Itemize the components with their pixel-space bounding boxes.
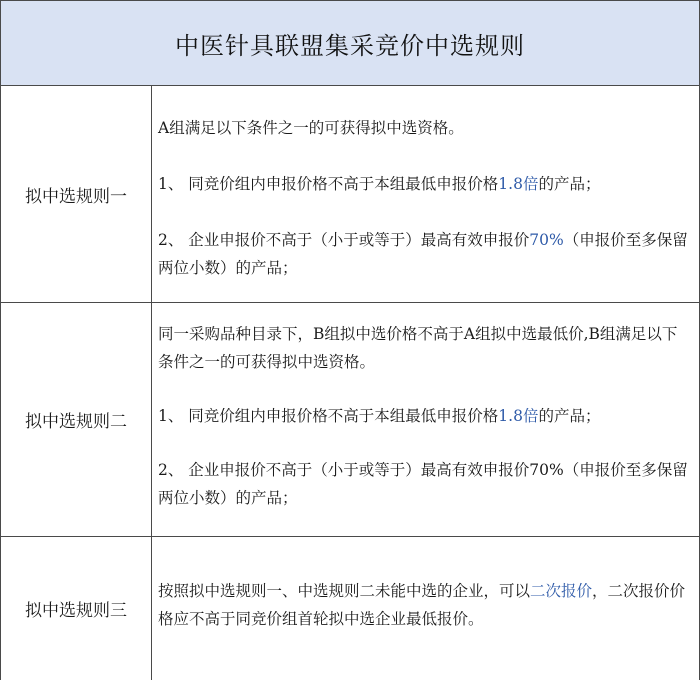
rule-1-condition-1 [158, 170, 691, 198]
rule-2-label: 拟中选规则二 [1, 303, 152, 536]
rule-1-condition-2-text: 2、 企业申报价不高于（小于或等于）最高有效申报价 [158, 231, 530, 249]
rule-1-condition-1-suffix: 的产品； [538, 175, 601, 193]
rule-2-condition-1 [158, 402, 691, 430]
table-row-rule-2 [0, 303, 700, 537]
rule-1-condition-2-suffix: （申报价至多保留两位小数）的产品； [158, 231, 688, 277]
rule-1-condition-2 [158, 226, 691, 282]
rule-3-text-suffix: ，二次报价价格应不高于同竞价组首轮拟中选企业最低报价。 [158, 582, 686, 628]
rule-1-condition-2-highlight: 70% [529, 231, 564, 249]
table-row-rule-3 [0, 537, 700, 680]
rule-1-content [152, 86, 699, 302]
rule-1-condition-1-text: 1、 同竞价组内申报价格不高于本组最低申报价格 [158, 175, 499, 193]
rule-2-intro: 同一采购品种目录下，B组拟中选价格不高于A组拟中选最低价,B组满足以下条件之一的可获得拟中选资格。 [158, 325, 678, 371]
rule-2-condition-1-text: 1、 同竞价组内申报价格不高于本组最低申报价格 [158, 407, 499, 425]
rule-2-condition-2: 2、 企业申报价不高于（小于或等于）最高有效申报价70%（申报价至多保留两位小数）的产品； [158, 461, 688, 507]
table-header [0, 0, 700, 86]
rule-2-content [152, 303, 699, 536]
rule-3-text [158, 577, 691, 633]
rule-2-condition-1-highlight: 1.8倍 [498, 407, 539, 425]
rule-3-highlight: 二次报价 [530, 582, 593, 600]
rule-3-content [152, 537, 699, 680]
table-row-rule-1 [0, 86, 700, 303]
rule-3-text-prefix: 按照拟中选规则一、中选规则二未能中选的企业，可以 [158, 582, 531, 600]
page-title: 中医针具联盟集采竞价中选规则 [175, 31, 525, 60]
rule-1-intro: A组满足以下条件之一的可获得拟中选资格。 [158, 119, 464, 137]
rule-1-label: 拟中选规则一 [1, 86, 152, 302]
rule-2-condition-1-suffix: 的产品； [538, 407, 601, 425]
rule-3-label: 拟中选规则三 [1, 537, 152, 680]
rule-1-condition-1-highlight: 1.8倍 [498, 175, 539, 193]
